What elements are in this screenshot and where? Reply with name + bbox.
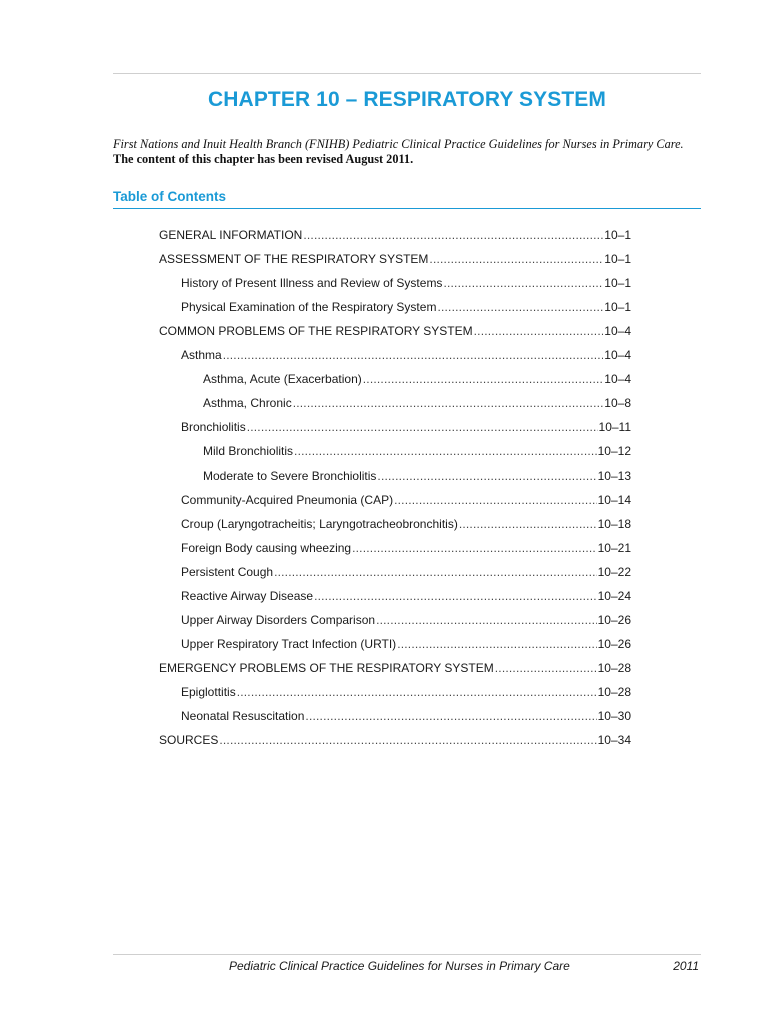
chapter-title: CHAPTER 10 – RESPIRATORY SYSTEM bbox=[208, 88, 606, 111]
toc-entry[interactable] bbox=[181, 516, 631, 532]
toc-dot-leader bbox=[303, 227, 603, 243]
toc-entry-page: 10–1 bbox=[604, 228, 631, 242]
toc-entry-title: ASSESSMENT OF THE RESPIRATORY SYSTEM bbox=[159, 252, 429, 267]
toc-entry-page: 10–1 bbox=[604, 276, 631, 291]
footer-year: 2011 bbox=[673, 959, 699, 973]
toc-dot-leader bbox=[363, 371, 604, 387]
toc-divider bbox=[113, 208, 701, 209]
toc-entry-title: Moderate to Severe Bronchiolitis bbox=[203, 468, 377, 483]
intro-source-line: First Nations and Inuit Health Branch (FNIHB) Pediatric Clinical Practice Guidelines for Nurses in Primary Care. bbox=[113, 137, 684, 151]
toc-dot-leader bbox=[474, 323, 604, 339]
toc-entry[interactable] bbox=[181, 612, 631, 628]
toc-dot-leader bbox=[293, 395, 604, 411]
toc-dot-leader bbox=[247, 419, 598, 435]
toc-entry-page: 10–4 bbox=[604, 372, 631, 387]
toc-entry-title: Bronchiolitis bbox=[181, 420, 246, 435]
toc-entry-title: Upper Airway Disorders Comparison bbox=[181, 612, 376, 627]
toc-entry-title: Asthma, Acute (Exacerbation) bbox=[203, 372, 362, 387]
toc-dot-leader bbox=[376, 612, 597, 628]
footer-divider bbox=[113, 954, 701, 955]
toc-entry-page: 10–14 bbox=[597, 492, 631, 507]
toc-dot-leader bbox=[294, 443, 597, 459]
toc-entry[interactable] bbox=[181, 299, 631, 315]
toc-entry[interactable] bbox=[159, 732, 631, 748]
toc-dot-leader bbox=[397, 636, 596, 652]
toc-entry-page: 10–22 bbox=[597, 564, 631, 579]
toc-entry-title: GENERAL INFORMATION bbox=[159, 228, 303, 242]
toc-entry-page: 10–34 bbox=[597, 733, 631, 748]
intro-revision-line: The content of this chapter has been revised August 2011. bbox=[113, 152, 414, 166]
toc-entry-page: 10–4 bbox=[604, 324, 631, 339]
toc-entry-title: SOURCES bbox=[159, 733, 219, 748]
toc-entry-title: COMMON PROBLEMS OF THE RESPIRATORY SYSTEM bbox=[159, 324, 473, 339]
toc-entry[interactable] bbox=[159, 660, 631, 676]
toc-entry-page: 10–4 bbox=[604, 348, 631, 363]
toc-dot-leader bbox=[429, 251, 603, 267]
toc-entry[interactable] bbox=[159, 251, 631, 267]
toc-entry[interactable] bbox=[203, 443, 631, 459]
toc-entry-title: Neonatal Resuscitation bbox=[181, 709, 305, 723]
toc-dot-leader bbox=[352, 540, 597, 556]
toc-entry-page: 10–26 bbox=[597, 612, 631, 627]
toc-entry[interactable] bbox=[203, 468, 631, 484]
toc-entry-title: Community-Acquired Pneumonia (CAP) bbox=[181, 492, 394, 507]
toc-entry-title: Mild Bronchiolitis bbox=[203, 444, 294, 459]
toc-dot-leader bbox=[314, 588, 597, 604]
toc-entry-title: Asthma, Chronic bbox=[203, 396, 292, 411]
toc-entry-title: Physical Examination of the Respiratory System bbox=[181, 300, 437, 315]
footer-title: Pediatric Clinical Practice Guidelines for Nurses in Primary Care bbox=[229, 959, 570, 973]
toc-heading: Table of Contents bbox=[113, 189, 226, 204]
toc-dot-leader bbox=[237, 684, 597, 700]
toc-entry-page: 10–8 bbox=[604, 396, 631, 411]
toc-entry[interactable] bbox=[181, 636, 631, 652]
toc-dot-leader bbox=[305, 708, 596, 724]
toc-entry-title: Epiglottitis bbox=[181, 684, 236, 699]
toc-entry-title: Upper Respiratory Tract Infection (URTI) bbox=[181, 636, 397, 651]
toc-entry-page: 10–26 bbox=[597, 636, 631, 651]
toc-entry[interactable] bbox=[203, 371, 631, 387]
toc-dot-leader bbox=[377, 468, 596, 484]
toc-entry[interactable] bbox=[159, 227, 631, 243]
toc-dot-leader bbox=[495, 660, 597, 676]
toc-entry-page: 10–18 bbox=[597, 516, 631, 531]
toc-entry-title: Reactive Airway Disease bbox=[181, 588, 314, 603]
toc-entry-page: 10–24 bbox=[597, 588, 631, 603]
toc-entry[interactable] bbox=[181, 347, 631, 363]
toc-entry[interactable] bbox=[181, 492, 631, 508]
toc-entry[interactable] bbox=[181, 708, 631, 724]
toc-entry[interactable] bbox=[159, 323, 631, 339]
toc-dot-leader bbox=[274, 564, 597, 580]
toc-entry[interactable] bbox=[181, 588, 631, 604]
toc-dot-leader bbox=[223, 347, 604, 363]
toc-entry[interactable] bbox=[203, 395, 631, 411]
toc-entry-page: 10–12 bbox=[597, 444, 631, 459]
toc-dot-leader bbox=[437, 299, 603, 315]
toc-entry-page: 10–30 bbox=[597, 709, 631, 723]
toc-dot-leader bbox=[394, 492, 597, 508]
toc-entry-page: 10–1 bbox=[604, 252, 631, 267]
toc-entry[interactable] bbox=[181, 275, 631, 291]
toc-entry-title: Persistent Cough bbox=[181, 564, 274, 579]
toc-entry-page: 10–28 bbox=[597, 684, 631, 699]
toc-entry-title: Foreign Body causing wheezing bbox=[181, 540, 352, 555]
toc-entry-title: History of Present Illness and Review of Systems bbox=[181, 276, 443, 291]
top-divider bbox=[113, 73, 701, 74]
toc-dot-leader bbox=[219, 732, 596, 748]
chapter-intro bbox=[113, 137, 713, 167]
toc-entry[interactable] bbox=[181, 540, 631, 556]
toc-entry-page: 10–13 bbox=[597, 468, 631, 483]
toc-entry[interactable] bbox=[181, 684, 631, 700]
toc-entry[interactable] bbox=[181, 419, 631, 435]
toc-entry-page: 10–1 bbox=[604, 300, 631, 315]
toc-entry-title: EMERGENCY PROBLEMS OF THE RESPIRATORY SYSTEM bbox=[159, 660, 494, 675]
toc-dot-leader bbox=[443, 275, 603, 291]
toc-entry[interactable] bbox=[181, 564, 631, 580]
toc-entry-page: 10–11 bbox=[598, 420, 631, 435]
toc-entry-page: 10–28 bbox=[597, 660, 631, 675]
toc-entry-title: Asthma bbox=[181, 348, 222, 363]
toc-dot-leader bbox=[459, 516, 597, 532]
toc-entry-title: Croup (Laryngotracheitis; Laryngotracheobronchitis) bbox=[181, 516, 458, 531]
toc-entry-page: 10–21 bbox=[597, 540, 631, 555]
